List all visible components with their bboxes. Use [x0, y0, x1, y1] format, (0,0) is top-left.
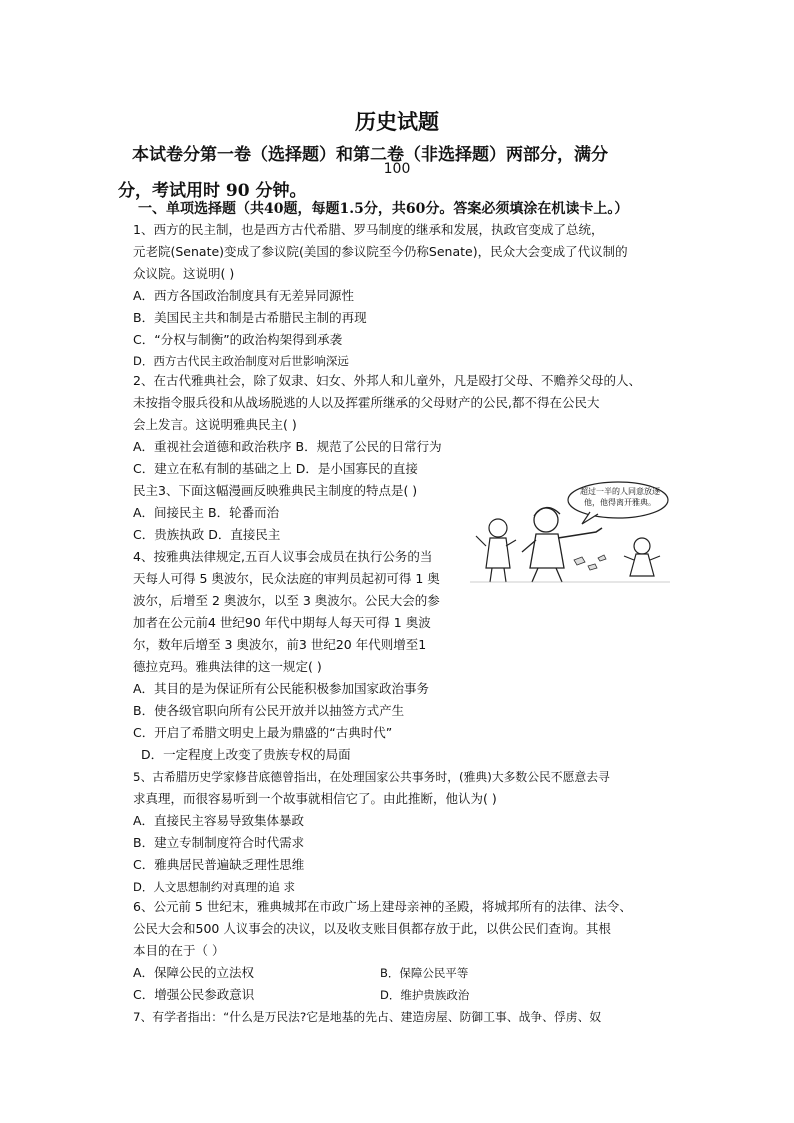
q6-option-b: B．保障公民平等 — [380, 966, 469, 980]
q4-stem-line2: 天每人可得 5 奥波尔，民众法庭的审判员起初可得 1 奥 — [133, 571, 440, 586]
q1-stem-line2: 元老院(Senate)变成了参议院(美国的参议院至今仍称Senate)，民众大会变成了代议制的 — [133, 244, 628, 259]
q5-stem-line2: 求真理，而很容易听到一个故事就相信它了。由此推断，他认为( ) — [133, 791, 497, 806]
q6-option-d: D．维护贵族政治 — [380, 988, 470, 1002]
q2-options-cd: C．建立在私有制的基础之上 D．是小国寡民的直接 — [133, 461, 418, 476]
q3-stem: 民主3、下面这幅漫画反映雅典民主制度的特点是( ) — [133, 483, 418, 498]
q2-stem-line2: 未按指令服兵役和从战场脱逃的人以及挥霍所继承的父母财产的公民,都不得在公民大 — [133, 395, 600, 410]
q6-stem-line2: 公民大会和500 人议事会的决议，以及收支账目俱都存放于此，以供公民们查询。其根 — [133, 921, 611, 936]
q7-stem-line1: 7、有学者指出：“什么是万民法?它是地基的先占、建造房屋、防御工事、战争、俘虏、奴 — [133, 1010, 602, 1024]
exam-instructions-line1: 本试卷分第一卷（选择题）和第二卷（非选择题）两部分，满分 — [132, 145, 608, 165]
q5-option-d: D．人文思想制约对真理的追 求 — [133, 880, 296, 894]
q6-stem-line3: 本目的在于（ ） — [133, 943, 225, 958]
q5-option-b: B．建立专制制度符合时代需求 — [133, 835, 305, 850]
q5-option-c: C．雅典居民普遍缺乏理性思维 — [133, 857, 305, 872]
q6-stem-line1: 6、公元前 5 世纪末，雅典城邦在市政广场上建母亲神的圣殿，将城邦所有的法律、法令、 — [133, 899, 632, 914]
exam-instructions-line2: 100 — [383, 161, 411, 177]
q4-stem-line3: 波尔，后增至 2 奥波尔，以至 3 奥波尔。公民大会的参 — [133, 593, 440, 608]
q2-stem-line1: 2、在古代雅典社会，除了奴隶、妇女、外邦人和儿童外，凡是殴打父母、不赡养父母的人、 — [133, 373, 641, 388]
q4-option-d: D．一定程度上改变了贵族专权的局面 — [141, 747, 351, 762]
page-title: 历史试题 — [355, 109, 439, 134]
exam-instructions-line3: 分，考试用时 90 分钟。 — [118, 181, 307, 201]
q5-stem-line1: 5、古希腊历史学家修昔底德曾指出，在处理国家公共事务时，(雅典)大多数公民不愿意去寻 — [133, 770, 610, 784]
section-heading: 一、单项选择题（共40题，每题1.5分，共60分。答案必须填涂在机读卡上。） — [138, 201, 629, 217]
q4-option-a: A．其目的是为保证所有公民能积极参加国家政治事务 — [133, 681, 430, 696]
q6-option-a: A．保障公民的立法权 — [133, 965, 255, 980]
q4-stem-line6: 德拉克玛。雅典法律的这一规定( ) — [133, 659, 322, 674]
q1-option-b: B．美国民主共和制是古希腊民主制的再现 — [133, 310, 367, 325]
q4-option-c: C．开启了希腊文明史上最为鼎盛的“古典时代” — [133, 725, 393, 740]
q1-stem-line3: 众议院。这说明( ) — [133, 266, 235, 281]
q1-option-c: C．“分权与制衡”的政治构架得到承袭 — [133, 332, 343, 347]
q1-option-d: D．西方古代民主政治制度对后世影响深远 — [133, 354, 349, 368]
cartoon-caption: 超过一半的人同意放逐他，他得离开雅典。 — [580, 487, 660, 507]
q6-option-c: C．增强公民参政意识 — [133, 987, 255, 1002]
q4-stem-line4: 加者在公元前4 世纪90 年代中期每人每天可得 1 奥波 — [133, 615, 431, 630]
q3-options-cd: C．贵族执政 D．直接民主 — [133, 527, 281, 542]
q2-options-ab: A．重视社会道德和政治秩序 B．规范了公民的日常行为 — [133, 439, 442, 454]
q4-option-b: B．使各级官职向所有公民开放并以抽签方式产生 — [133, 703, 405, 718]
q2-stem-line3: 会上发言。这说明雅典民主( ) — [133, 417, 297, 432]
q1-option-a: A．西方各国政治制度具有无差异同源性 — [133, 288, 355, 303]
q5-option-a: A．直接民主容易导致集体暴政 — [133, 813, 305, 828]
q1-stem-line1: 1、西方的民主制，也是西方古代希腊、罗马制度的继承和发展，执政官变成了总统， — [133, 222, 604, 237]
q4-stem-line5: 尔，数年后增至 3 奥波尔，前3 世纪20 年代则增至1 — [133, 637, 427, 652]
ostracism-cartoon — [470, 476, 670, 586]
q4-stem-line1: 4、按雅典法律规定,五百人议事会成员在执行公务的当 — [133, 549, 433, 564]
q3-options-ab: A．间接民主 B．轮番而治 — [133, 505, 280, 520]
